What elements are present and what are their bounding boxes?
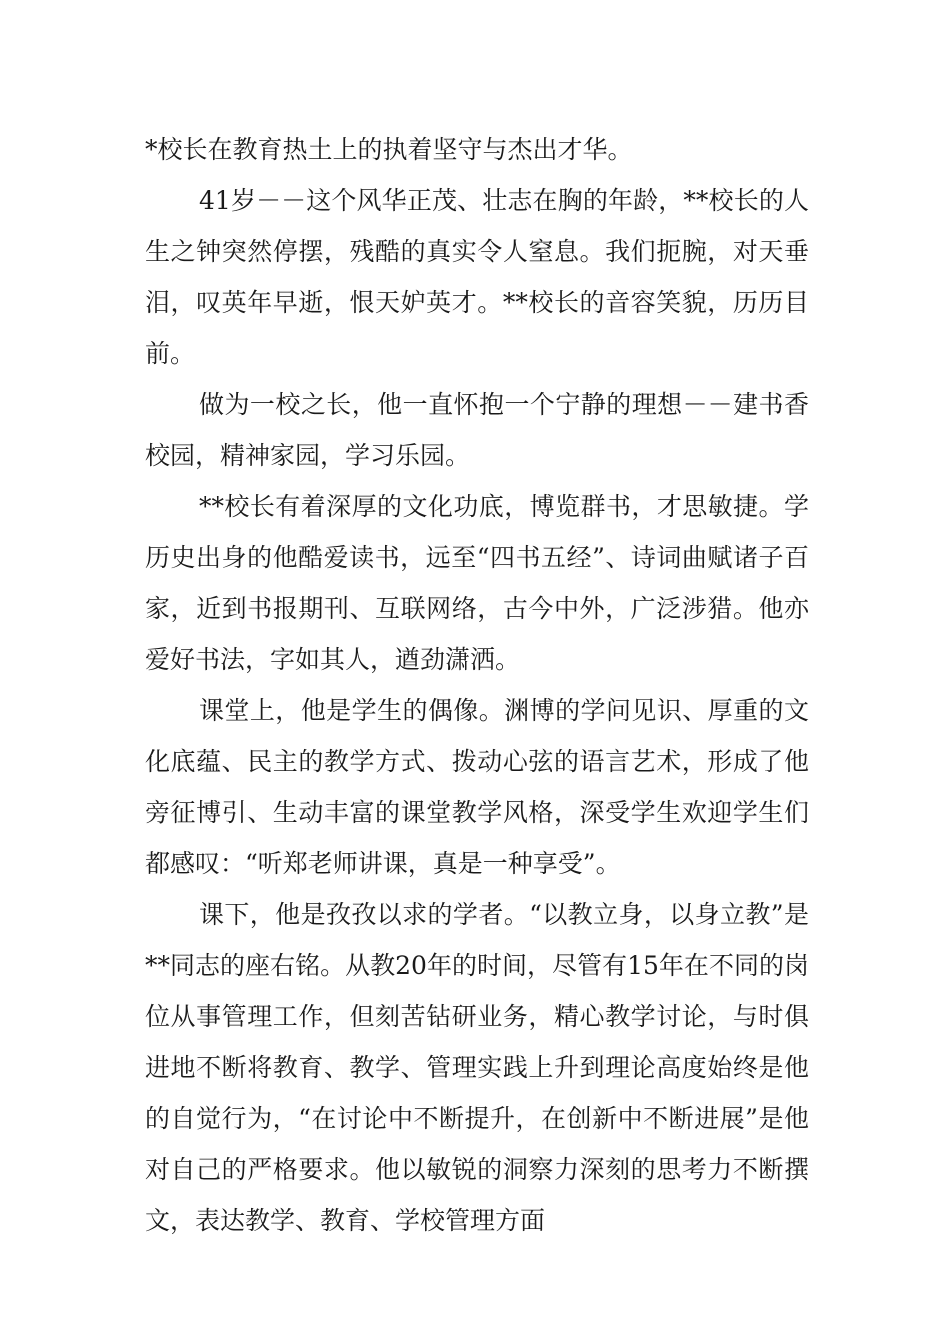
paragraph-6: 课下，他是孜孜以求的学者。“以教立身，以身立教”是**同志的座右铭。从教20年的时间，尽管有15年在不同的岗位从事管理工作，但刻苦钻研业务，精心教学讨论，与时俱进地不断将教育、教学、管理实践上升到理论高度始终是他的自觉行为，“在讨论中不断提升，在创新中不断进展”是他对自己的严格要求。他以敏锐的洞察力深刻的思考力不断撰文，表达教学、教育、学校管理方面	[145, 900, 809, 1235]
paragraph-3: 做为一校之长，他一直怀抱一个宁静的理想－－建书香校园，精神家园，学习乐园。	[145, 390, 809, 470]
paragraph-1: *校长在教育热土上的执着坚守与杰出才华。	[145, 135, 633, 164]
paragraph-4: **校长有着深厚的文化功底，博览群书，才思敏捷。学历史出身的他酷爱读书，远至“四书五经”、诗词曲赋诸子百家，近到书报期刊、互联网络，古今中外，广泛涉猎。他亦爱好书法，字如其人，遒劲潇洒。	[145, 492, 809, 674]
paragraph-5: 课堂上，他是学生的偶像。渊博的学问见识、厚重的文化底蕴、民主的教学方式、拨动心弦的语言艺术，形成了他旁征博引、生动丰富的课堂教学风格，深受学生欢迎学生们都感叹：“听郑老师讲课，真是一种享受”。	[145, 696, 809, 878]
document-body	[145, 124, 809, 1246]
paragraph-2: 41岁－－这个风华正茂、壮志在胸的年龄，**校长的人生之钟突然停摆，残酷的真实令人窒息。我们扼腕，对天垂泪，叹英年早逝，恨天妒英才。**校长的音容笑貌，历历目前。	[145, 186, 809, 368]
